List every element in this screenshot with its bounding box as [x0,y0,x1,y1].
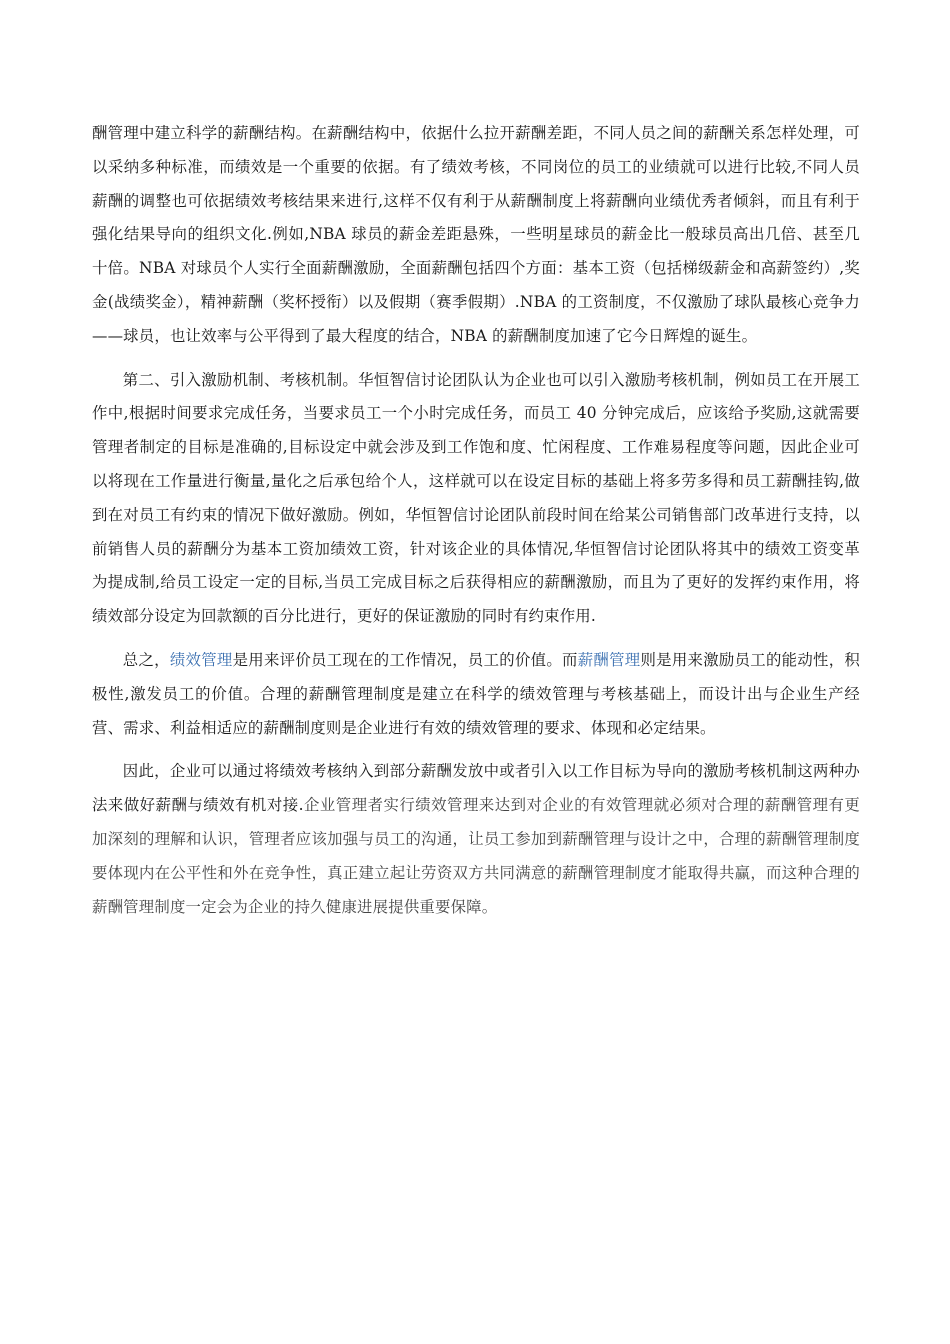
summary-text-3: 则是用来激励员工的能动性，积极性,激发员工的价值。合理的薪酬管理制度是建立在科学的绩效管理与考核基础上，而设计出与企业生产经营、需求、利益相适应的薪酬制度则是企业进行有效的绩效管理的要求、体现和必定结果。 [92,650,860,737]
conclusion-text-1: 因此，企业可以通过将绩效考核纳入到部分薪酬发放中或者引入以工作目标为导向的激励考核机制这两种办法来做好薪酬与绩效有机对接. [92,762,860,815]
paragraph-incentive-mechanism: 第二、引入激励机制、考核机制。华恒智信讨论团队认为企业也可以引入激励考核机制，例如员工在开展工作中,根据时间要求完成任务，当要求员工一个小时完成任务，而员工 40 分钟完成后，应该给予奖励,这就需要管理者制定的目标是准确的,目标设定中就会涉及到工作饱和度、忙闲程度、工作难易程度等问题，因此企业可以将现在工作量进行衡量,量化之后承包给个人，这样就可以在设定目标的基础上将多劳多得和员工薪酬挂钩,做到在对员工有约束的情况下做好激励。例如，华恒智信讨论团队前段时间在给某公司销售部门改革进行支持，以前销售人员的薪酬分为基本工资加绩效工资，针对该企业的具体情况,华恒智信讨论团队将其中的绩效工资变革为提成制,给员工设定一定的目标,当员工完成目标之后获得相应的薪酬激励，而且为了更好的发挥约束作用，将绩效部分设定为回款额的百分比进行，更好的保证激励的同时有约束作用. [92,370,860,626]
link-performance-management[interactable]: 绩效管理 [169,650,233,669]
paragraph-summary [92,644,860,745]
link-salary-management[interactable]: 薪酬管理 [577,650,641,669]
document-body [92,117,860,924]
conclusion-text-2: 企业管理者实行绩效管理来达到对企业的有效管理就必须对合理的薪酬管理有更加深刻的理解和认识，管理者应该加强与员工的沟通，让员工参加到薪酬管理与设计之中，合理的薪酬管理制度要体现内在公平性和外在竞争性，真正建立起让劳资双方共同满意的薪酬管理制度才能取得共赢，而这种合理的薪酬管理制度一定会为企业的持久健康进展提供重要保障。 [92,796,860,916]
paragraph-salary-structure: 酬管理中建立科学的薪酬结构。在薪酬结构中，依据什么拉开薪酬差距，不同人员之间的薪酬关系怎样处理，可以采纳多种标准，而绩效是一个重要的依据。有了绩效考核，不同岗位的员工的业绩就可以进行比较,不同人员薪酬的调整也可依据绩效考核结果来进行,这样不仅有利于从薪酬制度上将薪酬向业绩优秀者倾斜，而且有利于强化结果导向的组织文化.例如,NBA 球员的薪金差距悬殊，一些明星球员的薪金比一般球员高出几倍、甚至几十倍。NBA 对球员个人实行全面薪酬激励，全面薪酬包括四个方面：基本工资（包括梯级薪金和高薪签约）,奖金(战绩奖金），精神薪酬（奖杯授衔）以及假期（赛季假期）.NBA 的工资制度，不仅激励了球队最核心竞争力——球员，也让效率与公平得到了最大程度的结合，NBA 的薪酬制度加速了它今日辉煌的诞生。 [92,124,860,345]
summary-text-1: 总之， [122,650,170,669]
summary-text-2: 是用来评价员工现在的工作情况，员工的价值。而 [232,650,578,669]
paragraph-conclusion [92,755,860,924]
